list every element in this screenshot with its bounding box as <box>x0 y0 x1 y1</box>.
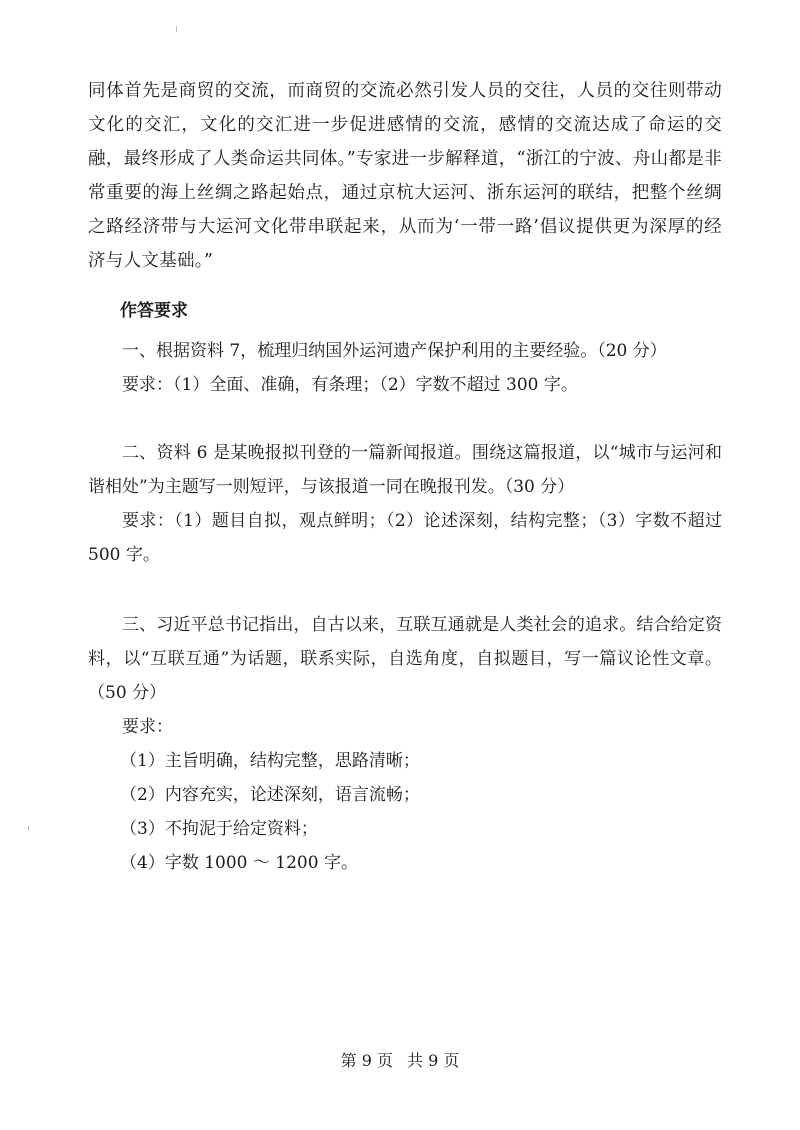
requirement-item: （3）不拘泥于给定资料； <box>120 819 318 839</box>
intro-paragraph: 同体首先是商贸的交流，而商贸的交流必然引发人员的交往，人员的交往则带动文化的交汇，文化的交汇进一步促进感情的交流，感情的交流达成了命运的交融，最终形成了人类命运共同体。”专家进一步解释道，“浙江的宁波、舟山都是非常重要的海上丝绸之路起始点，通过京杭大运河、浙东运河的联结，把整个丝绸之路经济带与大运河文化带串联起来，从而为‘一带一路’倡议提供更为深厚的经济与人文基础。” <box>88 81 722 271</box>
question-2 <box>88 436 722 572</box>
section-heading: 作答要求 <box>120 301 188 321</box>
question-1 <box>88 334 722 402</box>
question-1-requirement: 要求：（1）全面、准确，有条理；（2）字数不超过 300 字。 <box>122 375 578 395</box>
requirement-item: （1）主旨明确，结构完整，思路清晰； <box>120 751 420 771</box>
question-2-prompt: 二、资料 6 是某晚报拟刊登的一篇新闻报道。围绕这篇报道，以“城市与运河和谐相处”为主题写一则短评，与该报道一同在晚报刊发。（30 分） <box>88 443 722 497</box>
question-3-prompt: 三、习近平总书记指出，自古以来，互联互通就是人类社会的追求。结合给定资料，以“互联互通”为话题，联系实际，自选角度，自拟题目，写一篇议论性文章。（50 分） <box>88 615 722 703</box>
question-1-prompt: 一、根据资料 7，梳理归纳国外运河遗产保护利用的主要经验。（20 分） <box>122 341 667 361</box>
page-number: 第 9 页 <box>340 1051 393 1070</box>
requirement-item: （2）内容充实，论述深刻，语言流畅； <box>120 785 420 805</box>
question-2-requirement: 要求：（1）题目自拟，观点鲜明；（2）论述深刻，结构完整；（3）字数不超过 500 字。 <box>88 511 722 565</box>
requirement-item: （4）字数 1000 ～ 1200 字。 <box>120 853 358 873</box>
question-3-requirement-label: 要求： <box>122 717 173 737</box>
scan-artifact-top <box>176 26 177 32</box>
page-footer <box>0 1048 800 1071</box>
scan-artifact-left <box>28 826 29 831</box>
page-total: 共 9 页 <box>407 1051 460 1070</box>
question-3 <box>88 608 722 880</box>
